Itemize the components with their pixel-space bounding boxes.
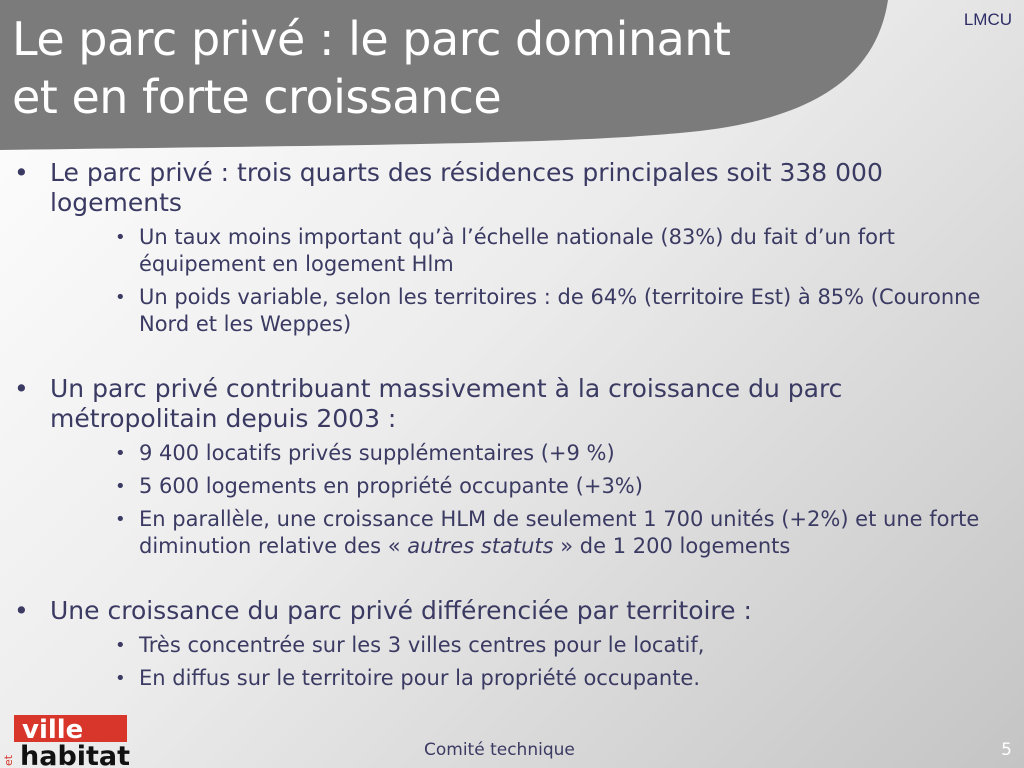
title-line-2: et en forte croissance: [12, 70, 502, 124]
bullet-1-sub-1: [0, 224, 1010, 278]
bullet-2-sub-1: [0, 440, 1010, 467]
bullet-3-sub-1: [0, 632, 1010, 659]
bullet-dot: •: [14, 596, 29, 625]
bullet-2-sub-3-text-after: » de 1 200 logements: [553, 534, 791, 558]
bullet-2-sub-2-text: 5 600 logements en propriété occupante (+3%): [139, 474, 643, 498]
page-number: 5: [1001, 740, 1012, 760]
bullet-3-sub-1-text: Très concentrée sur les 3 villes centres pour le locatif,: [139, 633, 705, 657]
ville-et-habitat-logo: [0, 712, 132, 768]
bullet-2: [0, 374, 1010, 434]
slide-content: [0, 158, 1010, 692]
sub-bullet-dot: •: [115, 668, 126, 689]
sub-bullet-dot: •: [115, 287, 126, 308]
bullet-3-sub-2-text: En diffus sur le territoire pour la propriété occupante.: [139, 666, 701, 690]
bullet-2-sub-3-italic: autres statuts: [407, 534, 554, 558]
logo-word-ville: ville: [22, 715, 84, 745]
slide-title: [12, 10, 730, 126]
bullet-3-sub-2: [0, 665, 1010, 692]
bullet-2-sub-1-text: 9 400 locatifs privés supplémentaires (+9 %): [139, 441, 615, 465]
bullet-1: [0, 158, 1010, 218]
bullet-1-sub-1-text: Un taux moins important qu’à l’échelle nationale (83%) du fait d’un fort équipement en logement Hlm: [139, 225, 895, 276]
bullet-3-text: Une croissance du parc privé différenciée par territoire :: [50, 596, 752, 625]
bullet-dot: •: [14, 158, 29, 187]
bullet-2-sub-2: [0, 473, 1010, 500]
sub-bullet-dot: •: [115, 227, 126, 248]
org-label: LMCU: [963, 10, 1012, 29]
bullet-1-text: Le parc privé : trois quarts des résidences principales soit 338 000 logements: [50, 158, 883, 217]
sub-bullet-dot: •: [115, 509, 126, 530]
bullet-2-sub-3-text-before: En parallèle, une croissance HLM de seulement 1 700 unités (+2%) et une forte diminution relative des «: [139, 507, 980, 558]
footer-text: Comité technique: [424, 740, 575, 760]
logo-word-habitat: habitat: [20, 741, 131, 768]
bullet-3: [0, 596, 1010, 626]
bullet-2-text: Un parc privé contribuant massivement à la croissance du parc métropolitain depuis 2003 :: [50, 374, 843, 433]
bullet-dot: •: [14, 374, 29, 403]
bullet-2-sub-3: [0, 506, 1010, 560]
sub-bullet-dot: •: [115, 476, 126, 497]
sub-bullet-dot: •: [115, 443, 126, 464]
sub-bullet-dot: •: [115, 635, 126, 656]
bullet-1-sub-2-text: Un poids variable, selon les territoires : de 64% (territoire Est) à 85% (Couronne Nord et les Weppes): [139, 285, 981, 336]
bullet-1-sub-2: [0, 284, 1010, 338]
logo-word-et: et: [2, 754, 15, 766]
title-line-1: Le parc privé : le parc dominant: [12, 12, 731, 66]
